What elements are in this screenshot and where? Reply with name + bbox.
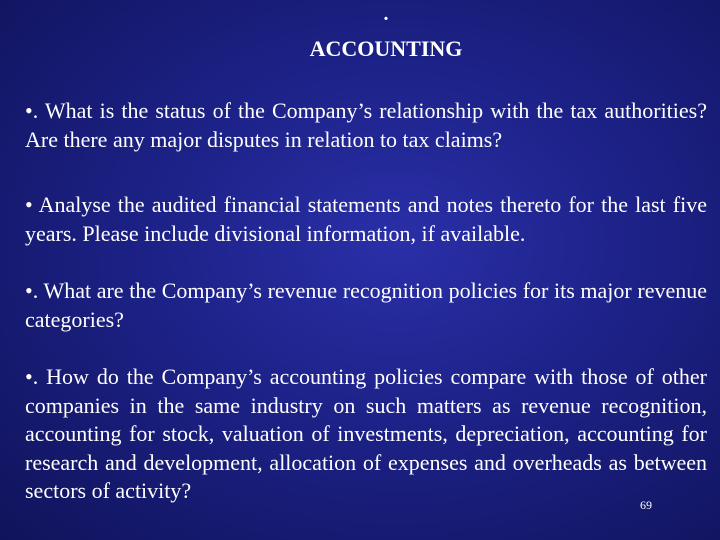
bullet-tax-authorities: •. What is the status of the Company’s relationship with the tax authorities? Are there any major disputes in relation to tax claims? (25, 98, 707, 152)
bullet-financial-statements: • Analyse the audited financial statements and notes thereto for the last five years. Please include divisional information, if available. (25, 192, 707, 246)
title-dot: . (383, 3, 389, 25)
bullet-accounting-policies: •. How do the Company’s accounting policies compare with those of other companies in the same industry on such matters as revenue recognition, accounting for stock, valuation of investments, depreciation, accounting for research and development, allocation of expenses and overheads as between sectors of activity? (25, 364, 707, 504)
bullet-revenue-recognition: •. What are the Company’s revenue recognition policies for its major revenue categories? (25, 278, 707, 332)
page-number: 69 (640, 498, 652, 512)
slide-title: ACCOUNTING (309, 36, 463, 61)
